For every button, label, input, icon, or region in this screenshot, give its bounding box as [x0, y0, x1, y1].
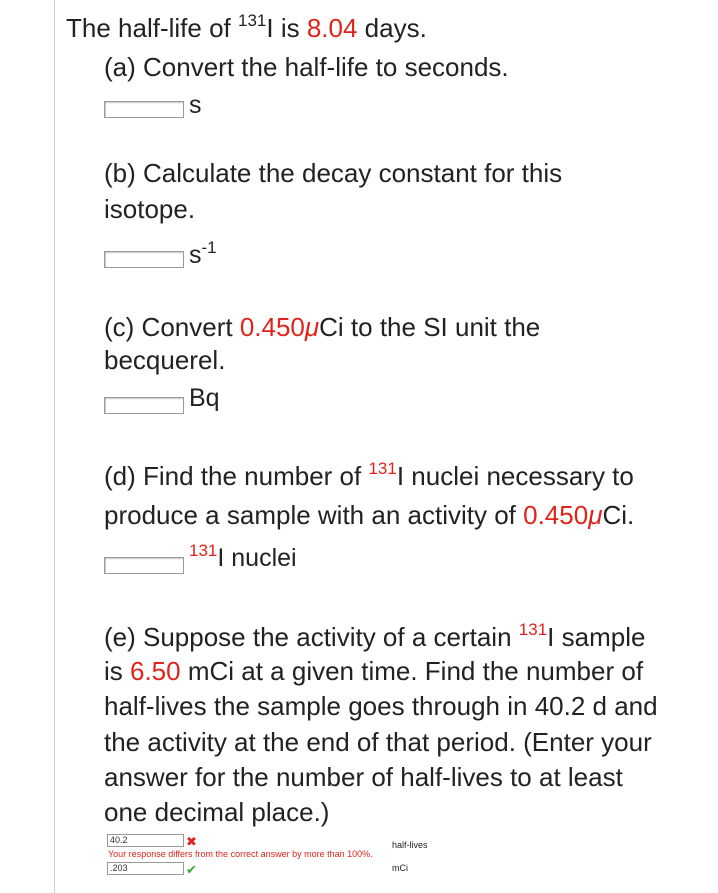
part-b-unit-base: s — [189, 241, 202, 269]
part-e-prompt-line4: the activity at the end of that period. (Enter your — [104, 727, 652, 757]
isotope-symbol: I — [266, 13, 274, 43]
part-b-prompt-line1: (b) Calculate the decay constant for this — [104, 158, 563, 188]
part-e-half-lives-unit: half-lives — [392, 840, 428, 850]
part-d-prompt-line2 — [104, 497, 634, 533]
part-e-half-lives-input[interactable]: 40.2 — [107, 834, 184, 847]
isotope-symbol: I — [547, 622, 555, 652]
part-c-text: (c) Convert — [104, 312, 240, 342]
part-e-activity-input[interactable]: .203 — [107, 862, 184, 875]
part-e-text: is — [104, 656, 130, 686]
part-b-unit — [189, 240, 217, 270]
part-c-prompt-line1 — [104, 309, 540, 345]
isotope-mass: 131 — [237, 11, 267, 30]
part-c-answer-input[interactable] — [104, 397, 184, 414]
intro-text — [66, 10, 427, 46]
isotope-mass: 131 — [518, 620, 548, 639]
part-d-activity-value: 0.450 — [523, 500, 589, 530]
part-a-prompt: (a) Convert the half-life to seconds. — [104, 52, 509, 82]
part-c-activity-value: 0.450 — [239, 312, 305, 342]
intro-text-part: is — [273, 13, 307, 43]
part-a-answer-input[interactable] — [104, 101, 184, 118]
part-d-mu-symbol: μ — [588, 500, 603, 530]
part-c-mu-symbol: μ — [304, 312, 320, 342]
part-b-unit-exponent: -1 — [201, 238, 217, 257]
part-e-text: (e) Suppose the activity of a certain — [104, 622, 519, 652]
part-b-answer-input[interactable] — [104, 251, 184, 268]
isotope-symbol: I — [396, 461, 405, 491]
part-d-answer-input[interactable] — [104, 557, 184, 574]
part-c-unit: Bq — [189, 384, 220, 412]
isotope-mass: 131 — [189, 541, 218, 560]
part-e-prompt-line5: answer for the number of half-lives to at least — [104, 762, 623, 792]
part-d-prompt-line1 — [104, 458, 634, 494]
part-e-feedback-message: Your response differs from the correct answer by more than 100%. — [108, 849, 373, 859]
part-d-unit — [189, 543, 297, 573]
part-e-activity-unit: mCi — [392, 863, 408, 873]
page-left-border — [54, 0, 55, 893]
part-e-prompt-line2 — [104, 653, 643, 689]
incorrect-x-icon: ✖ — [186, 834, 197, 849]
part-e-prompt-line1 — [104, 619, 645, 655]
intro-text-part: The half-life of — [66, 13, 238, 43]
part-d-text: (d) Find the number of — [104, 461, 369, 491]
part-d-text: produce a sample with an activity of — [104, 500, 524, 530]
part-d-text: Ci. — [602, 500, 635, 530]
part-c-text: Ci to the SI unit the — [319, 312, 541, 342]
intro-text-part: days. — [357, 13, 427, 43]
isotope-symbol: I — [217, 544, 225, 572]
correct-check-icon: ✔ — [186, 862, 197, 877]
part-c-prompt-line2: becquerel. — [104, 345, 226, 375]
isotope-mass: 131 — [368, 459, 397, 478]
half-life-value: 8.04 — [306, 13, 358, 43]
part-b-prompt-line2: isotope. — [104, 194, 196, 224]
part-e-text: mCi at a given time. Find the number of — [180, 656, 644, 686]
part-e-activity-value: 6.50 — [130, 656, 181, 686]
part-d-text: nuclei necessary to — [404, 461, 634, 491]
part-a-unit: s — [189, 91, 202, 119]
part-e-prompt-line3: half-lives the sample goes through in 40.2 d and — [104, 691, 658, 721]
part-d-unit-text: nuclei — [224, 544, 297, 572]
part-e-prompt-line6: one decimal place.) — [104, 797, 330, 827]
part-e-text: sample — [554, 622, 646, 652]
